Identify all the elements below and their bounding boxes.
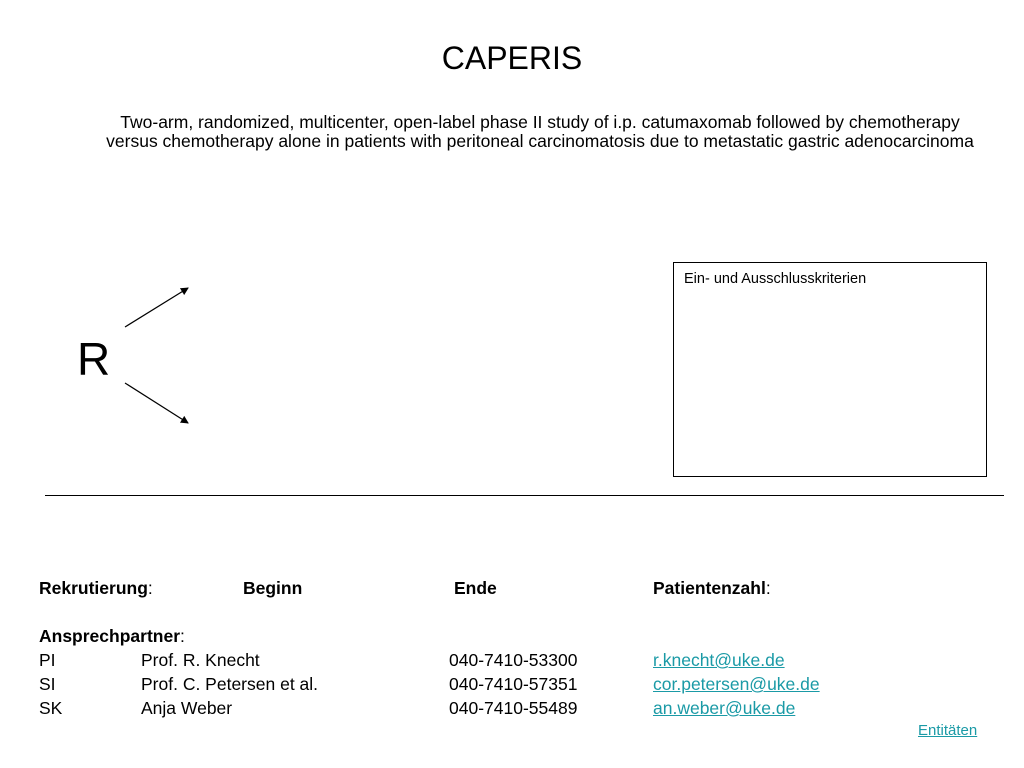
entities-link[interactable]: Entitäten [918,722,978,739]
randomization-label: R [77,333,111,385]
page-title: CAPERIS [441,40,583,76]
contact-name: Prof. C. Petersen et al. [141,674,319,694]
recruitment-end-label: Ende [454,578,497,598]
contact-role: SI [39,674,56,694]
patient-count-label: Patientenzahl [653,578,766,598]
contacts-heading-group [39,625,185,647]
contact-role: SK [39,698,63,718]
recruitment-colon: : [147,578,153,598]
contact-phone: 040-7410-53300 [449,650,578,670]
randomization-arrows [115,280,205,435]
patient-count-colon: : [765,578,771,598]
contact-email-link[interactable]: r.knecht@uke.de [653,650,785,670]
contact-phone: 040-7410-55489 [449,698,578,718]
contacts-heading: Ansprechpartner [39,626,181,646]
contacts-colon: : [180,626,185,646]
contact-phone: 040-7410-57351 [449,674,578,694]
inclusion-exclusion-box [673,262,987,477]
contact-email-link[interactable]: cor.petersen@uke.de [653,674,820,694]
contact-email-link[interactable]: an.weber@uke.de [653,698,796,718]
section-divider [45,495,1004,496]
recruitment-label-group [39,577,153,599]
contact-name: Anja Weber [141,698,233,718]
arrow-down-right [125,383,188,423]
contact-name: Prof. R. Knecht [141,650,260,670]
criteria-box-label: Ein- und Ausschlusskriterien [684,271,867,287]
contact-role: PI [39,650,56,670]
arrow-up-right [125,288,188,327]
recruitment-start-label: Beginn [243,578,303,598]
study-description: Two-arm, randomized, multicenter, open-label phase II study of i.p. catumaxomab followed by chemotherapy versus chemotherapy alone in patients with peritoneal carcinomatosis due to metastatic gastric adenocarcinoma [106,112,974,151]
recruitment-label: Rekrutierung [39,578,148,598]
patient-count-label-group [653,577,771,599]
